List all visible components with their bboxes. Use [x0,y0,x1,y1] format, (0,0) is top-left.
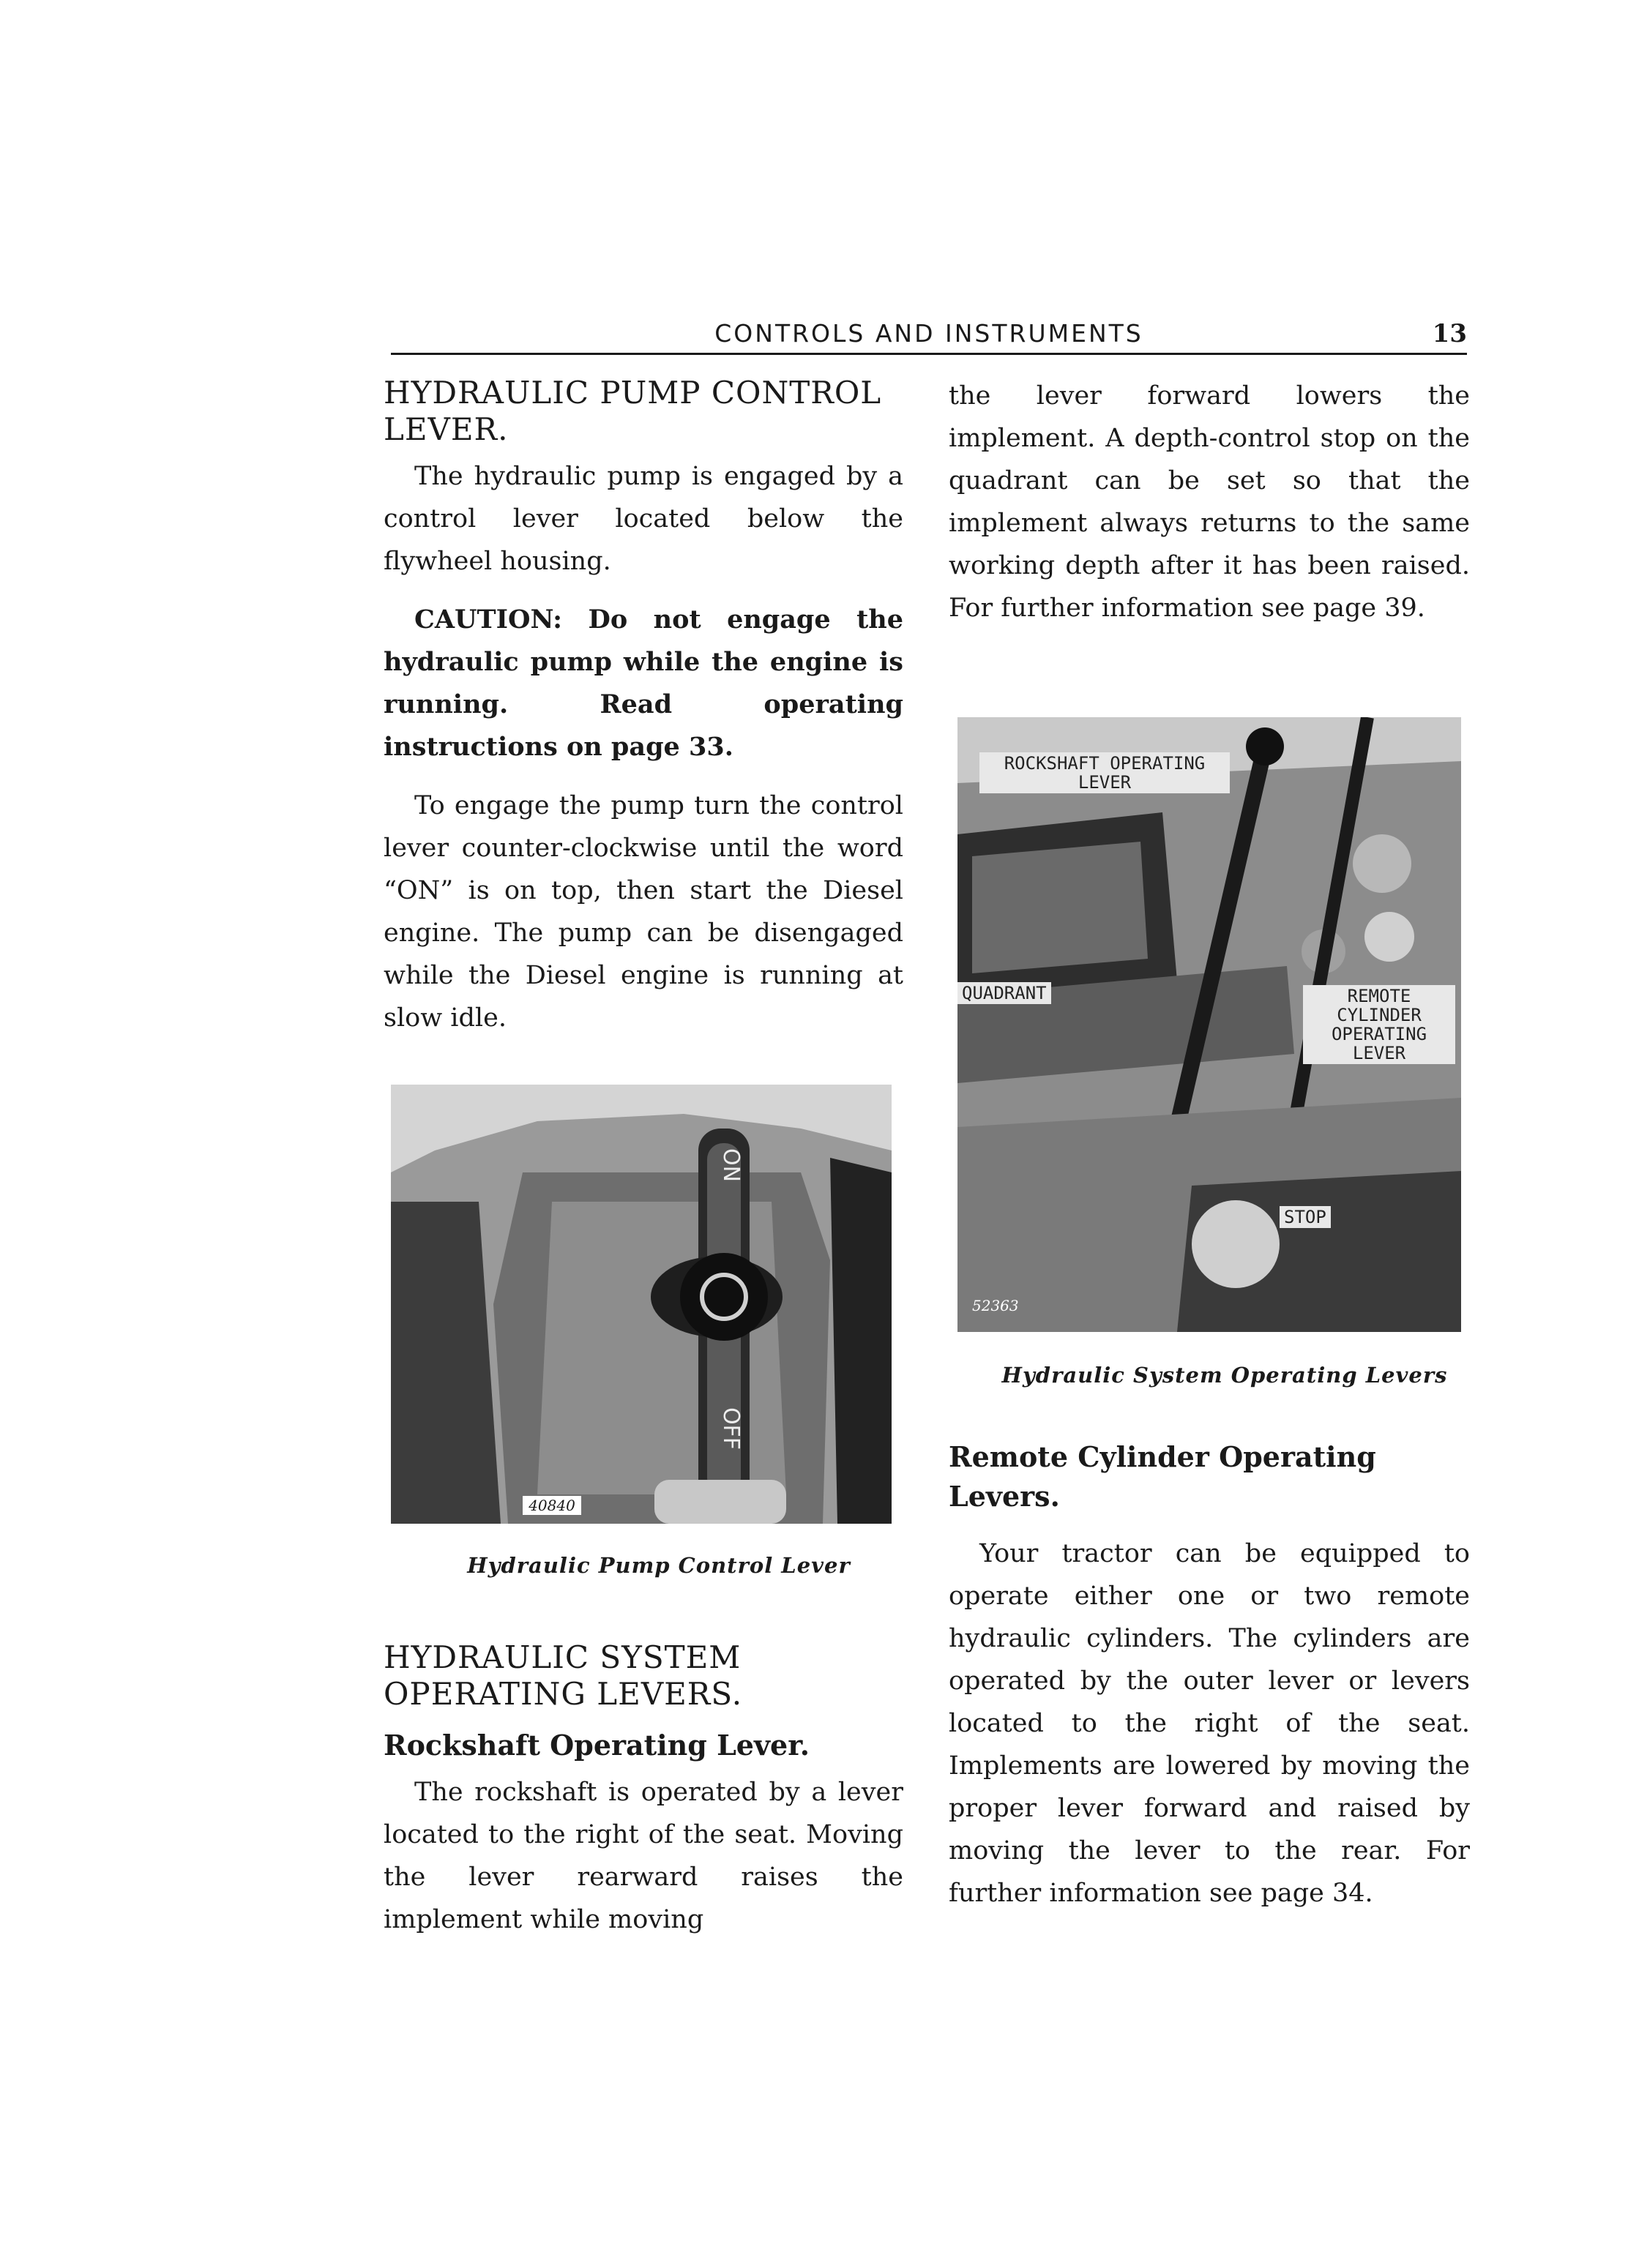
pump-control-heading: HYDRAULIC PUMP CONTROL LEVER. [384,375,882,447]
system-levers-heading: HYDRAULIC SYSTEM OPERATING LEVERS. [384,1639,743,1712]
system-levers-photo [957,717,1461,1332]
remote-cylinder-paragraph: Your tractor can be equipped to operate either one or two remote hydraulic cylinders. The cylinders are operated by the outer lever or levers located to the right of the seat. Implements are lowered by moving the proper lever forward and raised by moving the lever to the rear. For further information see page 34. [949,1539,1470,1908]
left-column [384,375,903,1941]
pump-lever-caption: Hydraulic Pump Control Lever [467,1553,851,1578]
pump-paragraph-2: To engage the pump turn the control lever counter-clockwise until the word “ON” is on top, then start the Diesel engine. The pump can be disengaged while the Diesel engine is running at slow idle. [384,791,903,1033]
label-quadrant: QUADRANT [957,982,1051,1004]
label-rockshaft-lever: ROCKSHAFT OPERATING LEVER [979,752,1230,793]
running-title: CONTROLS AND INSTRUMENTS [714,319,1143,348]
page-number: 13 [1432,319,1467,348]
system-levers-caption: Hydraulic System Operating Levers [1001,1363,1448,1388]
right-column [949,375,1470,1915]
rockshaft-heading: Rockshaft Operating Lever. [384,1729,810,1762]
photo-id-52363: 52363 [972,1297,1019,1314]
label-stop: STOP [1280,1206,1331,1228]
remote-cylinder-heading: Remote Cylinder Operating Levers. [949,1440,1376,1513]
pump-paragraph-1: The hydraulic pump is engaged by a control lever located below the flywheel housing. [384,462,903,576]
lever-on-label: ON [718,1148,744,1183]
caution-paragraph: CAUTION: Do not engage the hydraulic pump while the engine is running. Read operating instructions on page 33. [384,605,903,762]
rockshaft-paragraph: The rockshaft is operated by a lever located to the right of the seat. Moving the lever rearward raises the implement while moving [384,1778,903,1934]
lever-off-label: OFF [718,1407,744,1451]
rockshaft-continued: the lever forward lowers the implement. A depth-control stop on the quadrant can be set so that the implement always returns to the same working depth after it has been raised. For further information see page 39. [949,381,1470,623]
photo-id-40840: 40840 [529,1497,575,1514]
page-header [391,319,1467,355]
pump-lever-photo [391,1085,892,1524]
label-remote-cylinder-lever: REMOTE CYLINDER OPERATING LEVER [1303,985,1455,1064]
pump-lever-illustration [391,1085,892,1524]
